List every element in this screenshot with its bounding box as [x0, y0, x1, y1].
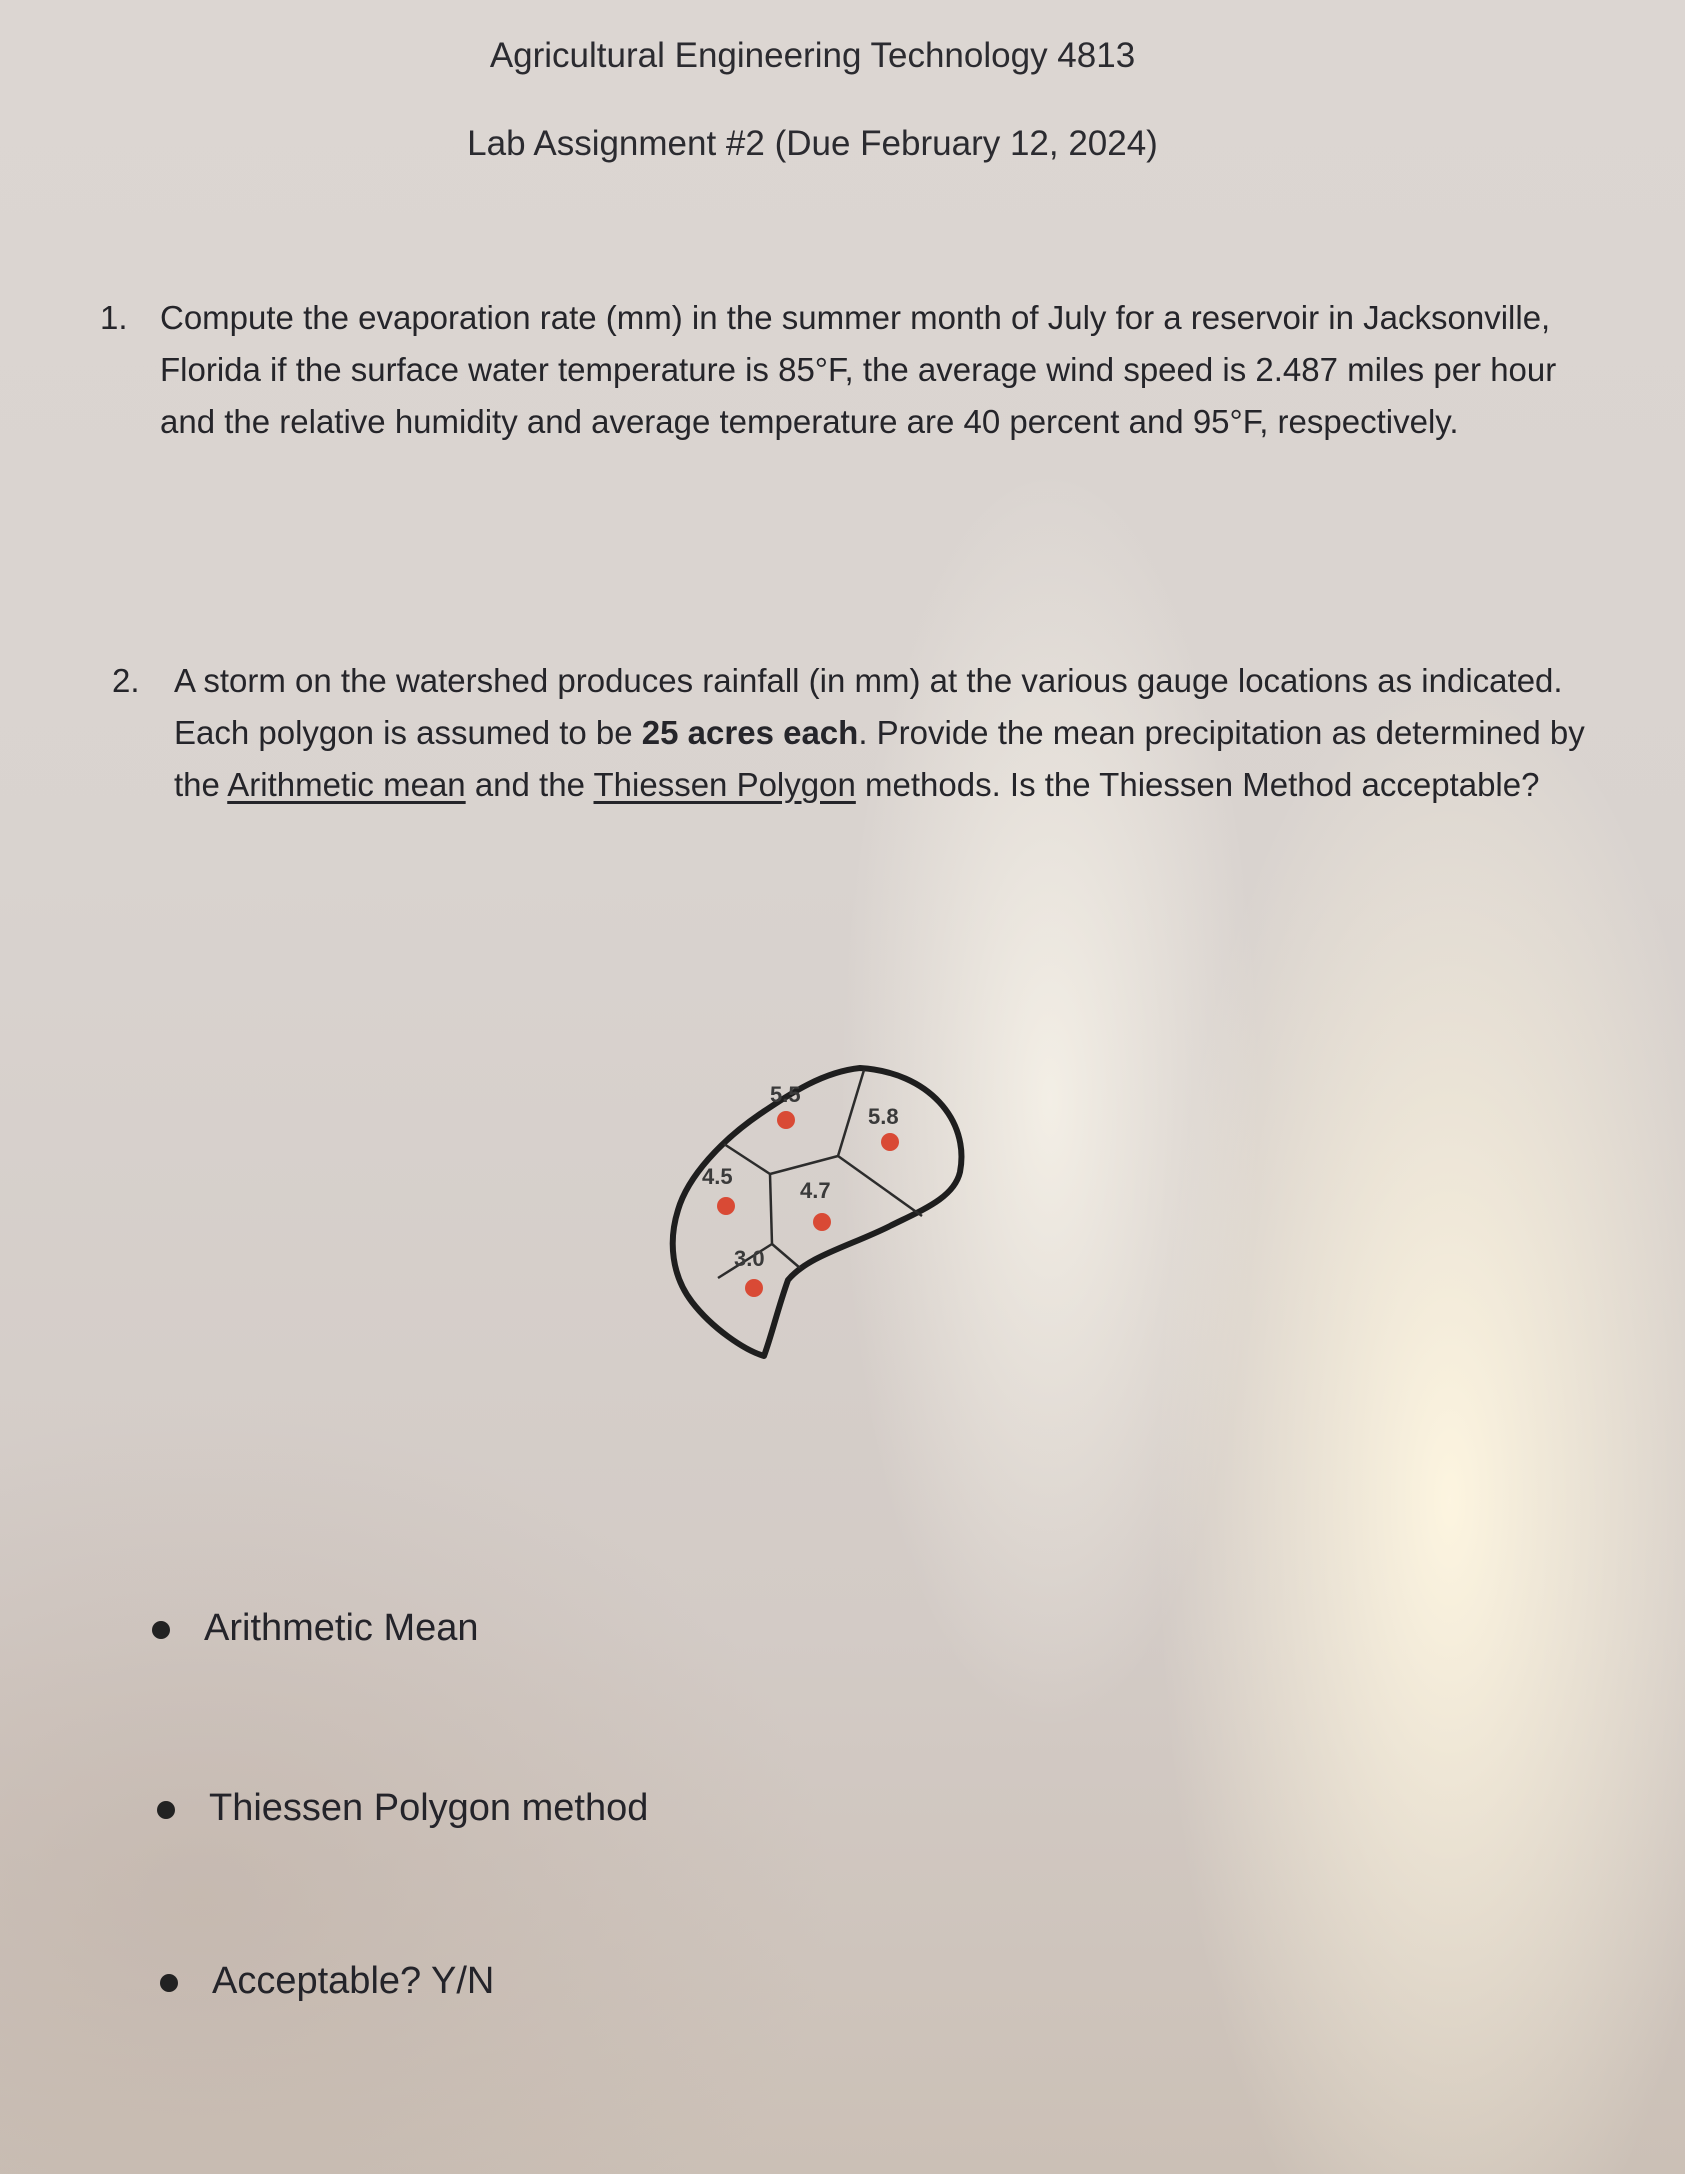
q2-underline-arithmetic: Arithmetic mean [227, 766, 466, 803]
bullet-dot-icon [157, 1801, 175, 1819]
q2-text-part1: A storm on the watershed produces rainfall (in mm) at the various gauge locations as indicated. Each polygon is assumed to be [174, 662, 1563, 751]
gauge-label-4-7: 4.7 [800, 1178, 831, 1203]
document-title: Agricultural Engineering Technology 4813 [489, 36, 1136, 75]
bullet-label: Thiessen Polygon method [209, 1787, 649, 1829]
question-2-number: 2. [112, 662, 140, 699]
bullet-dot-icon [160, 1974, 178, 1992]
question-1-text: Compute the evaporation rate (mm) in the summer month of July for a reservoir in Jacksonville, Florida if the surface water temperature is 85°F, the average wind speed is 2.487 miles per hour and the relative humidity and average temperature are 40 percent and 95°F, respectively. [160, 299, 1557, 440]
rain-gauge-marker [717, 1197, 735, 1215]
gauge-label-4-5: 4.5 [702, 1164, 733, 1189]
bullet-label: Acceptable? Y/N [212, 1960, 495, 2002]
watershed-diagram [660, 1050, 980, 1370]
rain-gauge-marker [745, 1279, 763, 1297]
question-2-text [174, 655, 1602, 811]
rain-gauge-marker [881, 1133, 899, 1151]
boundary-line [838, 1070, 864, 1156]
gauge-label-3-0: 3.0 [734, 1246, 765, 1271]
bullet-dot-icon [152, 1621, 170, 1639]
rain-gauge-marker [813, 1213, 831, 1231]
q2-bold-acres: 25 acres each [641, 714, 859, 751]
q2-text-part3: and the [465, 766, 594, 803]
q2-underline-thiessen: Thiessen Polygon [593, 766, 856, 803]
boundary-line [772, 1244, 800, 1268]
rain-gauge-marker [777, 1111, 795, 1129]
gauge-label-5-8: 5.8 [868, 1104, 899, 1129]
bullet-label: Arithmetic Mean [204, 1607, 479, 1649]
boundary-line [770, 1174, 772, 1244]
q2-text-part2: . Provide the mean precipitation as determined by the [174, 714, 1585, 803]
q2-text-part4: methods. Is the Thiessen Method acceptable? [855, 766, 1540, 803]
gauge-label-5-5: 5.5 [770, 1082, 801, 1107]
question-1-number: 1. [100, 299, 128, 336]
boundary-line [770, 1156, 838, 1174]
boundary-line [838, 1156, 922, 1216]
assignment-subtitle: Lab Assignment #2 (Due February 12, 2024) [467, 124, 1158, 163]
